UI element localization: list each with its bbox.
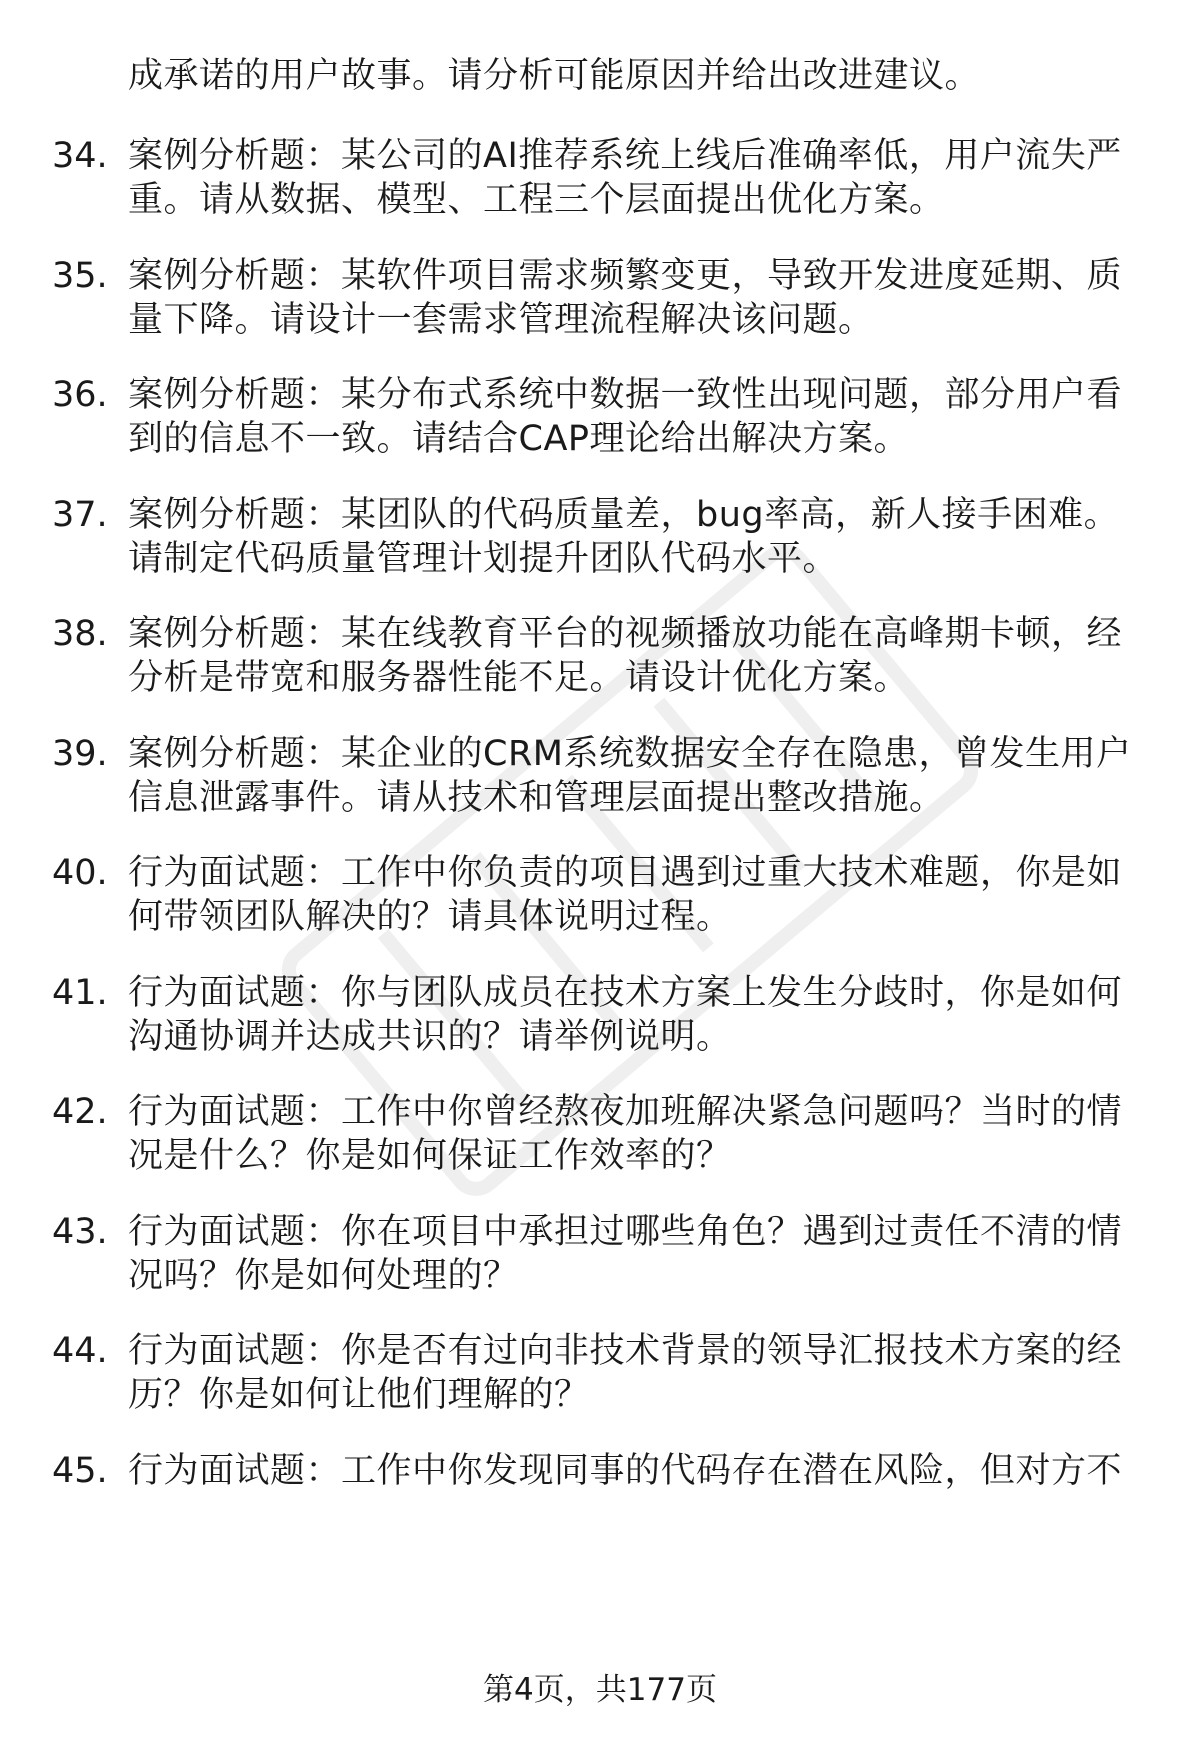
page-number: 第4页，共177页 [483,1672,717,1708]
question-number: 44. [52,1331,108,1371]
question-text-line2: 到的信息不一致。请结合CAP理论给出解决方案。 [128,419,909,459]
question-text-line1: 案例分析题：某分布式系统中数据一致性出现问题，部分用户看 [128,375,1123,415]
question-number: 43. [52,1212,108,1252]
question-number: 36. [52,375,108,415]
question-number: 45. [52,1451,108,1491]
question-number: 37. [52,495,108,535]
continuation-text: 成承诺的用户故事。请分析可能原因并给出改进建议。 [128,56,981,96]
question-number: 40. [52,853,108,893]
question-number: 41. [52,973,108,1013]
question-text-line2: 何带领团队解决的？请具体说明过程。 [128,897,732,937]
question-text-line1: 案例分析题：某团队的代码质量差，bug率高，新人接手困难。 [128,495,1120,535]
question-text-line2: 信息泄露事件。请从技术和管理层面提出整改措施。 [128,778,945,818]
question-text-line2: 分析是带宽和服务器性能不足。请设计优化方案。 [128,658,910,698]
question-number: 35. [52,256,108,296]
question-text-line2: 沟通协调并达成共识的？请举例说明。 [128,1017,732,1057]
question-text-line2: 量下降。请设计一套需求管理流程解决该问题。 [128,300,874,340]
question-text-line1: 行为面试题：工作中你发现同事的代码存在潜在风险，但对方不 [128,1451,1123,1491]
question-text-line1: 行为面试题：你在项目中承担过哪些角色？遇到过责任不清的情 [128,1212,1123,1252]
question-text-line1: 案例分析题：某软件项目需求频繁变更，导致开发进度延期、质 [128,256,1123,296]
question-text-line1: 行为面试题：工作中你曾经熬夜加班解决紧急问题吗？当时的情 [128,1092,1123,1132]
question-text-line1: 行为面试题：你与团队成员在技术方案上发生分歧时，你是如何 [128,973,1123,1013]
question-text-line1: 行为面试题：你是否有过向非技术背景的领导汇报技术方案的经 [128,1331,1123,1371]
question-text-line1: 案例分析题：某企业的CRM系统数据安全存在隐患，曾发生用户 [128,734,1132,774]
question-text-line1: 案例分析题：某在线教育平台的视频播放功能在高峰期卡顿，经 [128,614,1123,654]
question-number: 39. [52,734,108,774]
question-number: 42. [52,1092,108,1132]
question-text-line1: 案例分析题：某公司的AI推荐系统上线后准确率低，用户流失严 [128,136,1122,176]
question-number: 38. [52,614,108,654]
question-text-line2: 请制定代码质量管理计划提升团队代码水平。 [128,539,839,579]
question-text-line2: 历？你是如何让他们理解的？ [128,1375,590,1415]
question-text-line2: 况是什么？你是如何保证工作效率的？ [128,1136,732,1176]
question-text-line2: 况吗？你是如何处理的？ [128,1256,519,1296]
question-number: 34. [52,136,108,176]
question-text-line2: 重。请从数据、模型、工程三个层面提出优化方案。 [128,180,945,220]
question-text-line1: 行为面试题：工作中你负责的项目遇到过重大技术难题，你是如 [128,853,1123,893]
